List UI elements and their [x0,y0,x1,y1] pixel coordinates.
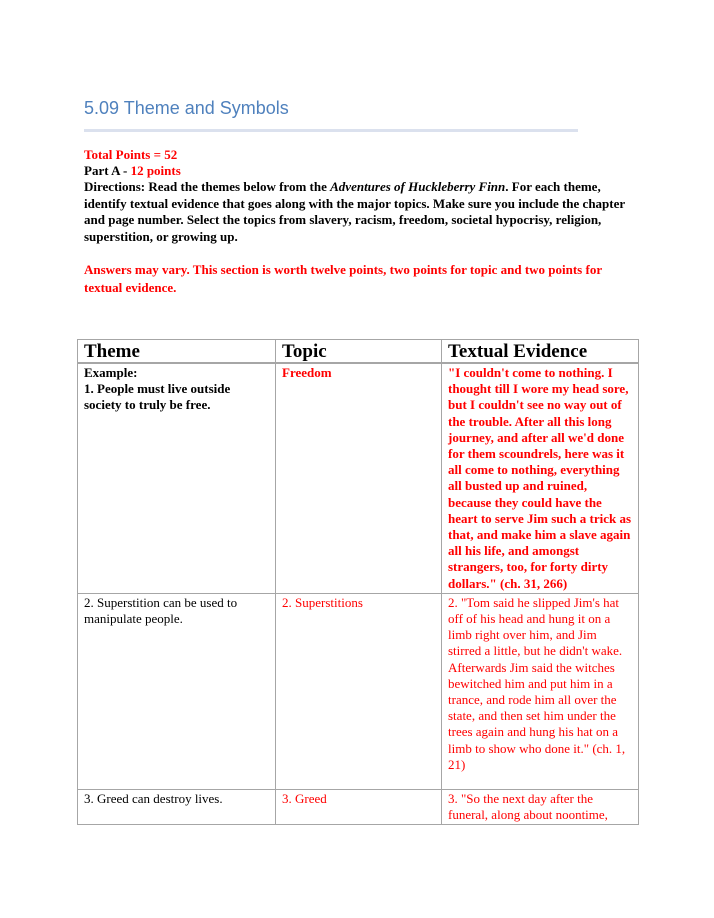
topic-cell: 3. Greed [276,789,442,824]
table-row [78,363,639,593]
title-underline [84,129,578,132]
book-title: Adventures of Huckleberry Finn [330,179,506,194]
topic-cell: Freedom [276,363,442,593]
part-a-line [84,163,634,180]
example-label: Example: [84,365,138,380]
theme-table [77,339,639,825]
total-points: Total Points = 52 [84,147,178,162]
page-title: 5.09 Theme and Symbols [84,98,289,118]
part-a-label: Part A - [84,163,131,178]
directions [84,179,634,245]
table-row [78,789,639,824]
header-topic: Topic [276,340,442,364]
theme-cell [78,363,276,593]
header-evidence: Textual Evidence [442,340,639,364]
theme-text: 1. People must live outside society to truly be free. [84,381,231,413]
evidence-cell: "I couldn't come to nothing. I thought till I wore my head sore, but I couldn't see no way out of the trouble. After all this long journey, and after all we'd done for them scoundrels, here was it all come to nothing, everything all busted up and ruined, because they could have the heart to serve Jim such a trick as that, and make him a slave again all his life, and amongst strangers, too, for forty dirty dollars." (ch. 31, 266) [442,363,639,593]
answers-note: Answers may vary. This section is worth twelve points, two points for topic and two points for textual evidence. [84,262,602,295]
evidence-cell: 3. "So the next day after the funeral, along about noontime, [442,789,639,824]
table-row [78,593,639,789]
topic-cell: 2. Superstitions [276,593,442,789]
theme-cell: 3. Greed can destroy lives. [78,789,276,824]
header-theme: Theme [78,340,276,364]
evidence-cell: 2. "Tom said he slipped Jim's hat off of his head and hung it on a limb right over him, and Jim stirred a little, but he didn't wake. Afterwards Jim said the witches bewitched him and put him in a trance, and rode him all over the state, and then set him under the trees again and hung his hat on a limb to show who done it." (ch. 1, 21) [442,593,639,789]
part-a-points: 12 points [130,163,181,178]
table-header-row [78,340,639,364]
theme-cell: 2. Superstition can be used to manipulate people. [78,593,276,789]
directions-suffix: . For each theme, identify textual evidence that goes along with the major topics. Make sure you include the chapter and page number. Select the topics from slavery, racism, freedom, societal hypocrisy, religion, superstition, or growing up. [84,179,625,244]
directions-prefix: Directions: Read the themes below from the [84,179,331,194]
